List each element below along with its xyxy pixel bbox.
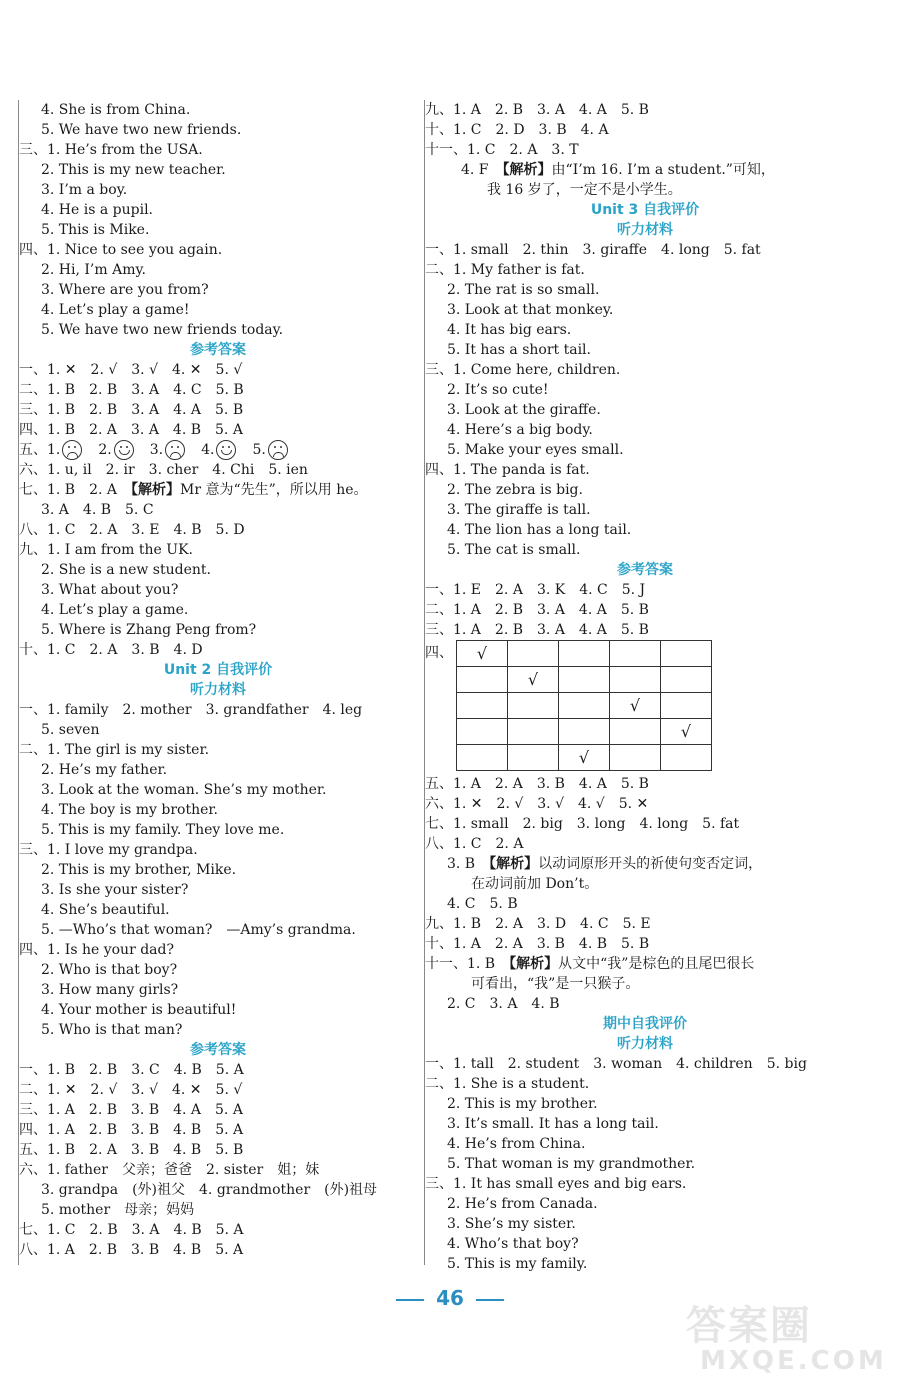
listening-line: 5. This is my family. xyxy=(447,1256,588,1272)
listening-line: 3. Look at that monkey. xyxy=(447,302,614,318)
smiley-face-icon xyxy=(216,440,236,460)
answer-grid xyxy=(456,640,712,771)
grid-cell xyxy=(508,745,559,771)
grid-cell xyxy=(457,719,508,745)
listening-line: 2. The rat is so small. xyxy=(447,282,600,298)
answer-line: 六、1. father 父亲；爸爸 2. sister 姐；妹 xyxy=(19,1162,320,1178)
answer-line: 九、1. B 2. A 3. D 4. C 5. E xyxy=(425,916,651,932)
grid-cell xyxy=(661,693,712,719)
answer-grid-block xyxy=(425,640,865,774)
listening-line: 2. He’s from Canada. xyxy=(447,1196,598,1212)
answer-line-note xyxy=(425,160,865,180)
answer-line: 七、1. C 2. B 3. A 4. B 5. A xyxy=(19,1222,244,1238)
section-heading-answers: 参考答案 xyxy=(190,342,246,358)
answer-line-note xyxy=(425,954,865,974)
listening-line: 四、1. Is he your dad? xyxy=(19,942,174,958)
unit3-title: Unit 3 自我评价 xyxy=(590,202,700,218)
listening-line: 2. This is my brother. xyxy=(447,1096,598,1112)
listening-line: 2. It’s so cute! xyxy=(447,382,549,398)
answer-line: 二、1. A 2. B 3. A 4. A 5. B xyxy=(425,602,649,618)
listening-line: 4. Your mother is beautiful! xyxy=(41,1002,237,1018)
listening-line: 5. That woman is my grandmother. xyxy=(447,1156,696,1172)
grid-cell xyxy=(661,641,712,667)
answer-item-number: 1. xyxy=(47,442,61,458)
watermark-line2: MXQE.COM xyxy=(700,1346,887,1376)
sad-face-icon xyxy=(165,440,185,460)
listening-line: 二、1. She is a student. xyxy=(425,1076,590,1092)
answer-item-number: 2. xyxy=(98,442,112,458)
answer-line: 九、1. I am from the UK. xyxy=(19,542,193,558)
mouth-shape xyxy=(119,450,130,455)
listening-line: 4. She’s beautiful. xyxy=(41,902,170,918)
grid-cell xyxy=(610,719,661,745)
listening-line: 2. Hi, I’m Amy. xyxy=(41,262,146,278)
grid-cell xyxy=(610,693,661,719)
answer-line: 十一、1. C 2. A 3. T xyxy=(425,142,579,158)
sad-face-icon xyxy=(62,440,82,460)
answer-line: 二、1. ✕ 2. √ 3. √ 4. ✕ 5. √ xyxy=(19,1082,243,1098)
listening-line: 一、1. small 2. thin 3. giraffe 4. long 5. fat xyxy=(425,242,761,258)
listening-line: 四、1. Nice to see you again. xyxy=(19,242,223,258)
page-number-text: 46 xyxy=(436,1286,464,1310)
grid-cell xyxy=(508,719,559,745)
analysis-tag: 【解析】 xyxy=(489,856,539,872)
grid-cell xyxy=(508,641,559,667)
dash-right xyxy=(476,1299,504,1301)
answer-line-note-prefix: 七、1. B 2. A xyxy=(19,482,132,498)
grid-cell xyxy=(559,693,610,719)
listening-line: 三、1. It has small eyes and big ears. xyxy=(425,1176,687,1192)
listening-line: 4. Here’s a big body. xyxy=(447,422,593,438)
answer-line: 三、1. A 2. B 3. A 4. A 5. B xyxy=(425,622,649,638)
listening-line: 5. —Who’s that woman? —Amy’s grandma. xyxy=(41,922,356,938)
analysis-tag: 【解析】 xyxy=(131,482,181,498)
listening-line: 5. This is Mike. xyxy=(41,222,150,238)
left-column xyxy=(18,100,417,1265)
check-mark-icon: √ xyxy=(527,670,539,689)
grid-cell xyxy=(661,719,712,745)
check-mark-icon: √ xyxy=(476,644,488,663)
listening-line: 3. Look at the woman. She’s my mother. xyxy=(41,782,327,798)
listening-line: 四、1. The panda is fat. xyxy=(425,462,590,478)
listening-line: 3. She’s my sister. xyxy=(447,1216,576,1232)
watermark-logo xyxy=(686,1294,886,1384)
answer-item-number: 5. xyxy=(252,442,266,458)
listening-line: 2. Who is that boy? xyxy=(41,962,178,978)
grid-cell xyxy=(559,667,610,693)
grid-cell xyxy=(661,745,712,771)
answer-line-note-text: 从文中“我”是棕色的且尾巴很长 xyxy=(558,956,755,972)
check-mark-icon: √ xyxy=(680,722,692,741)
answer-line: 2. She is a new student. xyxy=(41,562,211,578)
grid-cell xyxy=(508,693,559,719)
listening-line: 3. It’s small. It has a long tail. xyxy=(447,1116,659,1132)
answer-line: 七、1. small 2. big 3. long 4. long 5. fat xyxy=(425,816,740,832)
answer-line: 四、1. B 2. A 3. A 4. B 5. A xyxy=(19,422,243,438)
unit3-subtitle: 听力材料 xyxy=(617,222,673,238)
answer-item-number: 3. xyxy=(149,442,164,458)
answer-line: 3. What about you? xyxy=(41,582,179,598)
listening-line: 4. He’s from China. xyxy=(447,1136,586,1152)
answer-line: 九、1. A 2. B 3. A 4. A 5. B xyxy=(425,102,649,118)
unit2-subtitle: 听力材料 xyxy=(190,682,246,698)
answer-line: 5. Where is Zhang Peng from? xyxy=(41,622,257,638)
check-mark-icon: √ xyxy=(578,748,590,767)
grid-row xyxy=(457,719,712,745)
listening-line: 4. She is from China. xyxy=(41,102,191,118)
analysis-tag: 【解析】 xyxy=(502,162,552,178)
answer-line: 5. mother 母亲；妈妈 xyxy=(41,1202,195,1218)
listening-line: 三、1. Come here, children. xyxy=(425,362,621,378)
listening-line: 5. This is my family. They love me. xyxy=(41,822,285,838)
listening-line: 二、1. My father is fat. xyxy=(425,262,585,278)
answer-line-note-text: 以动词原形开头的祈使句变否定词， xyxy=(538,856,763,872)
grid-cell xyxy=(610,667,661,693)
listening-line: 三、1. He’s from the USA. xyxy=(19,142,203,158)
smiley-face-icon xyxy=(114,440,134,460)
answer-line-note-text: Mr 意为“先生”，所以用 he。 xyxy=(180,482,368,498)
answer-line: 八、1. C 2. A 3. E 4. B 5. D xyxy=(19,522,245,538)
answer-line: 一、1. E 2. A 3. K 4. C 5. J xyxy=(425,582,646,598)
grid-cell xyxy=(610,641,661,667)
listening-line: 5. It has a short tail. xyxy=(447,342,591,358)
listening-line: 一、1. family 2. mother 3. grandfather 4. leg xyxy=(19,702,363,718)
answer-line-note-text: 由“I’m 16. I’m a student.”可知， xyxy=(551,162,775,178)
answer-line: 四、1. A 2. B 3. B 4. B 5. A xyxy=(19,1122,244,1138)
answer-line: 一、1. B 2. B 3. C 4. B 5. A xyxy=(19,1062,244,1078)
answer-note-cont: 我 16 岁了，一定不是小学生。 xyxy=(487,182,682,198)
listening-line: 4. Let’s play a game! xyxy=(41,302,190,318)
answer-line: 八、1. C 2. A xyxy=(425,836,524,852)
listening-line: 5. Make your eyes small. xyxy=(447,442,624,458)
listening-line: 3. Look at the giraffe. xyxy=(447,402,601,418)
answer-line: 3. A 4. B 5. C xyxy=(41,502,154,518)
grid-cell xyxy=(559,719,610,745)
answer-line: 3. grandpa (外)祖父 4. grandmother (外)祖母 xyxy=(41,1182,378,1198)
grid-row xyxy=(457,641,712,667)
answer-line-note-prefix: 4. F xyxy=(461,162,503,178)
listening-line: 一、1. tall 2. student 3. woman 4. children 5. big xyxy=(425,1056,807,1072)
answer-line-note xyxy=(19,480,417,500)
grid-cell xyxy=(457,667,508,693)
sad-face-icon xyxy=(268,440,288,460)
grid-cell xyxy=(508,667,559,693)
answer-line: 十、1. C 2. A 3. B 4. D xyxy=(19,642,203,658)
answer-line-note-prefix: 3. B xyxy=(447,856,490,872)
listening-line: 2. This is my brother, Mike. xyxy=(41,862,237,878)
answer-note-cont: 在动词前加 Don’t。 xyxy=(471,876,599,892)
listening-line: 2. The zebra is big. xyxy=(447,482,583,498)
unit2-title: Unit 2 自我评价 xyxy=(163,662,273,678)
answer-line: 4. C 5. B xyxy=(447,896,518,912)
grid-cell xyxy=(559,641,610,667)
analysis-tag: 【解析】 xyxy=(509,956,559,972)
midterm-subtitle: 听力材料 xyxy=(617,1036,673,1052)
listening-line: 3. The giraffe is tall. xyxy=(447,502,591,518)
mouth-shape xyxy=(170,452,181,457)
grid-cell xyxy=(559,745,610,771)
listening-line: 4. Who’s that boy? xyxy=(447,1236,579,1252)
right-column xyxy=(424,100,865,1272)
grid-cell xyxy=(457,745,508,771)
section-heading-answers: 参考答案 xyxy=(617,562,673,578)
check-mark-icon: √ xyxy=(629,696,641,715)
answer-line: 五、1. A 2. A 3. B 4. A 5. B xyxy=(425,776,649,792)
answer-line: 十、1. A 2. A 3. B 4. B 5. B xyxy=(425,936,650,952)
mouth-shape xyxy=(273,452,284,457)
listening-line: 3. I’m a boy. xyxy=(41,182,128,198)
listening-line: 5. seven xyxy=(41,722,100,738)
answer-line: 一、1. ✕ 2. √ 3. √ 4. ✕ 5. √ xyxy=(19,362,243,378)
listening-line: 4. It has big ears. xyxy=(447,322,572,338)
grid-cell xyxy=(661,667,712,693)
listening-line: 3. Is she your sister? xyxy=(41,882,189,898)
grid-row xyxy=(457,745,712,771)
listening-line: 5. We have two new friends today. xyxy=(41,322,284,338)
listening-line: 4. The lion has a long tail. xyxy=(447,522,632,538)
dash-left xyxy=(396,1299,424,1301)
answer-line: 三、1. A 2. B 3. B 4. A 5. A xyxy=(19,1102,243,1118)
answer-line: 2. C 3. A 4. B xyxy=(447,996,560,1012)
listening-line: 5. We have two new friends. xyxy=(41,122,242,138)
answer-line: 十、1. C 2. D 3. B 4. A xyxy=(425,122,609,138)
listening-line: 4. The boy is my brother. xyxy=(41,802,219,818)
grid-row xyxy=(457,693,712,719)
listening-line: 2. He’s my father. xyxy=(41,762,168,778)
midterm-title: 期中自我评价 xyxy=(603,1016,687,1032)
answer-item-number: 4. xyxy=(201,442,215,458)
watermark-line1: 答案圈 xyxy=(686,1303,812,1349)
listening-line: 5. The cat is small. xyxy=(447,542,581,558)
listening-line: 3. Where are you from? xyxy=(41,282,209,298)
grid-cell xyxy=(457,693,508,719)
answer-line-faces xyxy=(19,440,417,460)
answer-prefix: 五、 xyxy=(19,442,47,458)
answer-line: 二、1. B 2. B 3. A 4. C 5. B xyxy=(19,382,244,398)
answer-line: 六、1. ✕ 2. √ 3. √ 4. √ 5. ✕ xyxy=(425,796,649,812)
listening-line: 2. This is my new teacher. xyxy=(41,162,226,178)
answer-note-cont: 可看出，“我”是一只猴子。 xyxy=(471,976,640,992)
section-heading-answers: 参考答案 xyxy=(190,1042,246,1058)
grid-cell xyxy=(610,745,661,771)
listening-line: 5. Who is that man? xyxy=(41,1022,183,1038)
mouth-shape xyxy=(221,450,232,455)
mouth-shape xyxy=(67,452,78,457)
answer-line-note xyxy=(425,854,865,874)
answer-line-note-prefix: 十一、1. B xyxy=(425,956,510,972)
grid-row xyxy=(457,667,712,693)
answer-line: 4. Let’s play a game. xyxy=(41,602,189,618)
listening-line: 4. He is a pupil. xyxy=(41,202,154,218)
answer-line: 六、1. u, il 2. ir 3. cher 4. Chi 5. ien xyxy=(19,462,308,478)
listening-line: 三、1. I love my grandpa. xyxy=(19,842,198,858)
listening-line: 3. How many girls? xyxy=(41,982,179,998)
grid-cell xyxy=(457,641,508,667)
answer-line: 三、1. B 2. B 3. A 4. A 5. B xyxy=(19,402,244,418)
answer-line: 五、1. B 2. A 3. B 4. B 5. B xyxy=(19,1142,244,1158)
answer-line: 八、1. A 2. B 3. B 4. B 5. A xyxy=(19,1242,244,1258)
answer-prefix: 四、 xyxy=(425,645,453,661)
listening-line: 二、1. The girl is my sister. xyxy=(19,742,210,758)
